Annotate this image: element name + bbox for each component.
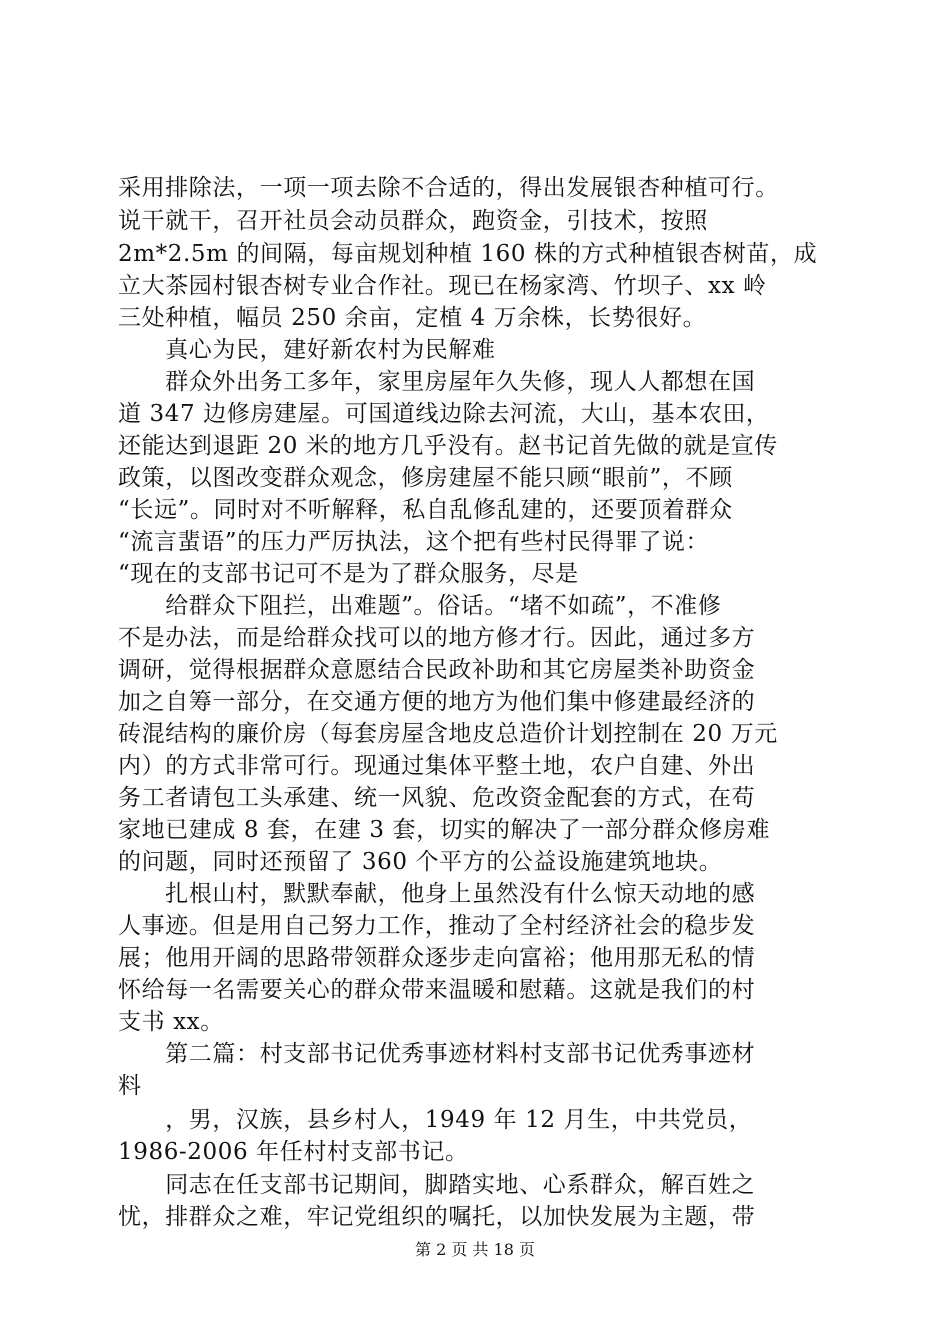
text-line: 支书 xx。	[118, 1009, 224, 1035]
text-line: 说干就干，召开社员会动员群众，跑资金，引技术，按照	[118, 208, 708, 234]
text-line: 家地已建成 8 套，在建 3 套，切实的解决了一部分群众修房难	[118, 817, 771, 843]
section-heading: 第二篇：村支部书记优秀事迹材料村支部书记优秀事迹材	[118, 1041, 756, 1067]
text-line: 调研，觉得根据群众意愿结合民政补助和其它房屋类补助资金	[118, 657, 756, 683]
text-line: 同志在任支部书记期间，脚踏实地、心系群众，解百姓之	[118, 1172, 756, 1198]
text-line: 采用排除法，一项一项去除不合适的，得出发展银杏种植可行。	[118, 175, 779, 201]
text-line: 2m*2.5m 的间隔，每亩规划种植 160 株的方式种植银杏树苗，成	[118, 241, 818, 267]
text-line: “现在的支部书记可不是为了群众服务，尽是	[118, 561, 579, 587]
text-line: “流言蜚语”的压力严厉执法，这个把有些村民得罪了说：	[118, 529, 710, 555]
text-line: 忧，排群众之难，牢记党组织的嘱托，以加快发展为主题，带	[118, 1204, 756, 1230]
text-line: 三处种植，幅员 250 余亩，定植 4 万余株，长势很好。	[118, 305, 707, 331]
text-line: 的问题，同时还预留了 360 个平方的公益设施建筑地块。	[118, 849, 723, 875]
text-line: 扎根山村，默默奉献，他身上虽然没有什么惊天动地的感	[118, 881, 756, 907]
text-line: 道 347 边修房建屋。可国道线边除去河流，大山，基本农田，	[118, 401, 770, 427]
text-line: 不是办法，而是给群众找可以的地方修才行。因此，通过多方	[118, 625, 756, 651]
section-heading: 真心为民，建好新农村为民解难	[118, 337, 496, 363]
text-line: 内）的方式非常可行。现通过集体平整土地，农户自建、外出	[118, 753, 756, 779]
text-line: 怀给每一名需要关心的群众带来温暖和慰藉。这就是我们的村	[118, 977, 756, 1003]
text-line: 展；他用开阔的思路带领群众逐步走向富裕；他用那无私的情	[118, 945, 756, 971]
text-line: 加之自筹一部分，在交通方便的地方为他们集中修建最经济的	[118, 689, 756, 715]
text-line: 1986-2006 年任村村支部书记。	[118, 1139, 469, 1165]
text-line: 人事迹。但是用自己努力工作，推动了全村经济社会的稳步发	[118, 913, 756, 939]
text-line: 料	[118, 1073, 142, 1099]
text-line: 还能达到退距 20 米的地方几乎没有。赵书记首先做的就是宣传	[118, 433, 778, 459]
text-line: 给群众下阻拦，出难题”。俗话。“堵不如疏”，不准修	[118, 593, 722, 619]
text-line: 务工者请包工头承建、统一风貌、危改资金配套的方式，在苟	[118, 785, 756, 811]
text-line: 群众外出务工多年，家里房屋年久失修，现人人都想在国	[118, 369, 756, 395]
text-line: “长远”。同时对不听解释，私自乱修乱建的，还要顶着群众	[118, 497, 733, 523]
text-line: 砖混结构的廉价房（每套房屋含地皮总造价计划控制在 20 万元	[118, 721, 778, 747]
text-line: 政策，以图改变群众观念，修房建屋不能只顾“眼前”，不顾	[118, 465, 733, 491]
text-line: ，男，汉族，县乡村人，1949 年 12 月生，中共党员，	[118, 1107, 753, 1133]
text-line: 立大茶园村银杏树专业合作社。现已在杨家湾、竹坝子、xx 岭	[118, 273, 767, 299]
page-number-footer: 第 2 页 共 18 页	[415, 1240, 535, 1259]
